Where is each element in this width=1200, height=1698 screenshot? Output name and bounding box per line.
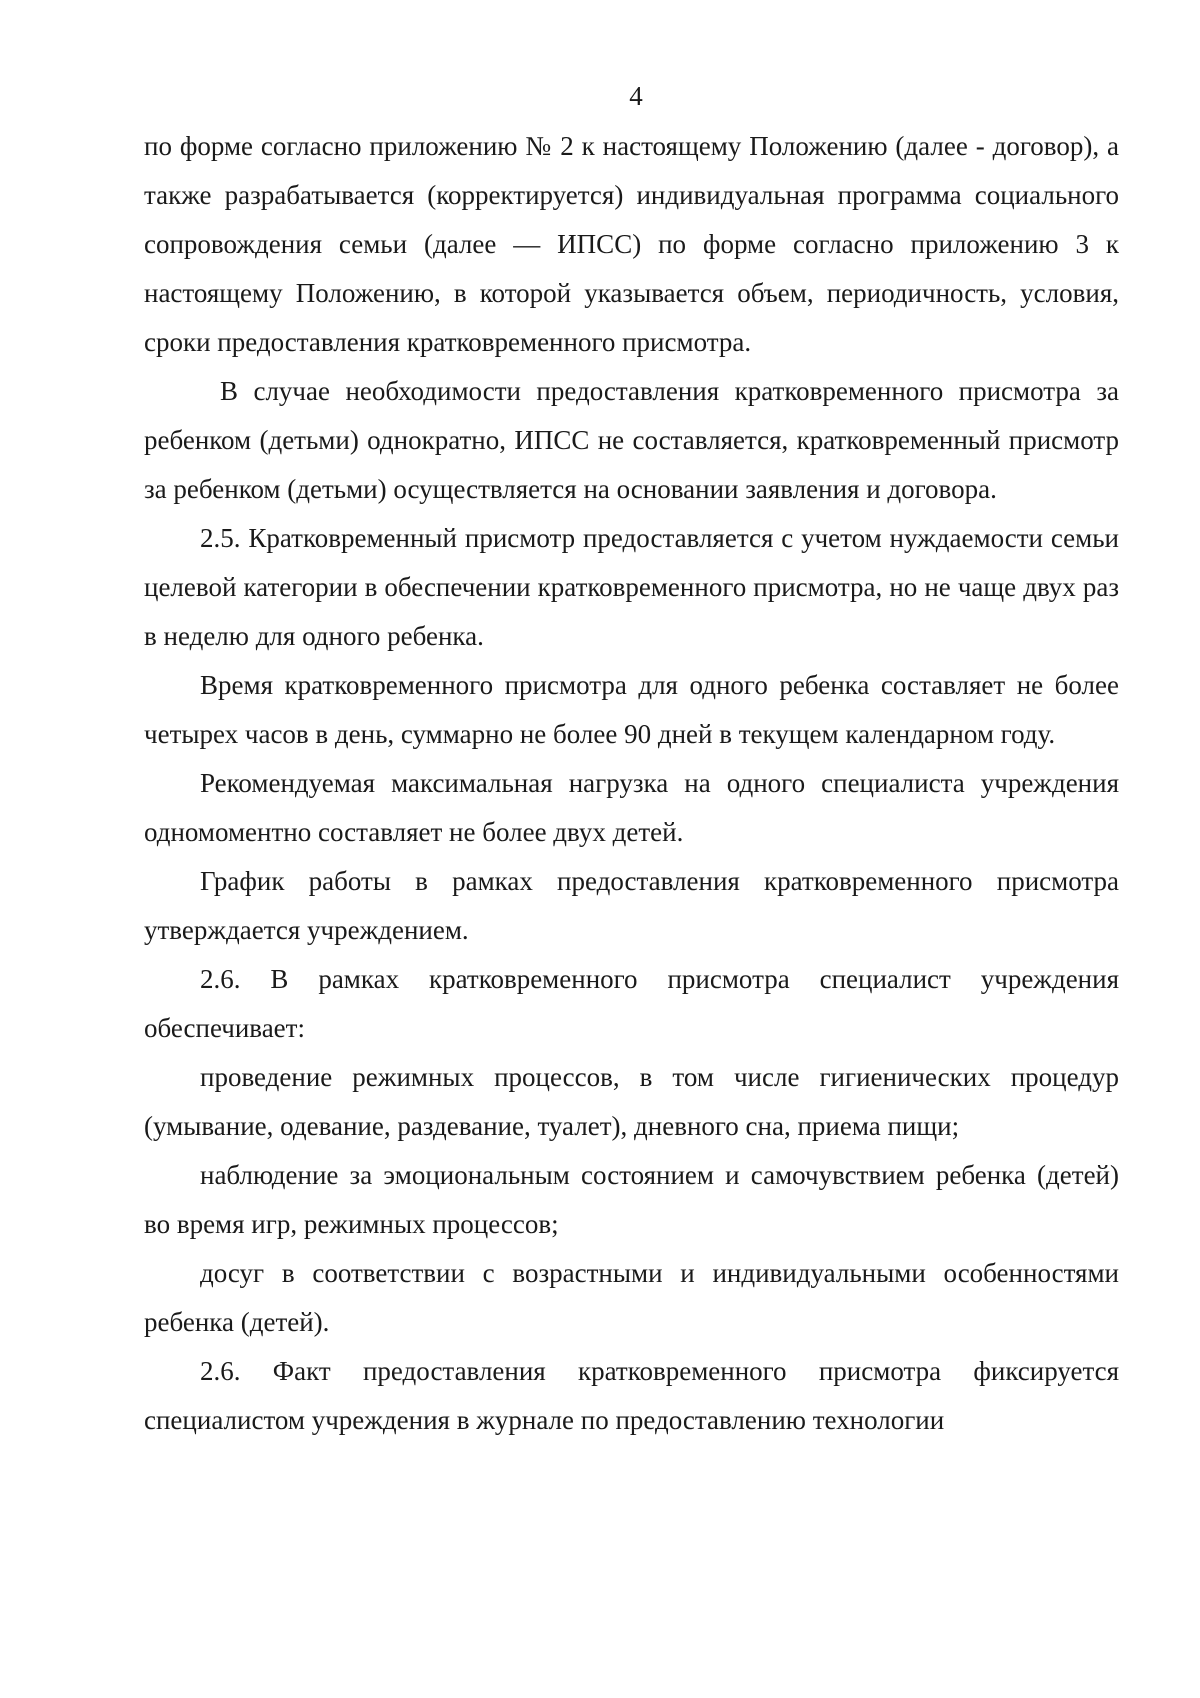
paragraph-work-schedule: График работы в рамках предоставления кратковременного присмотра утверждается учреждением.	[144, 866, 1119, 945]
paragraph-section-2-6-provides: 2.6. В рамках кратковременного присмотра специалист учреждения обеспечивает:	[144, 964, 1119, 1043]
paragraph-section-2-6-journal: 2.6. Факт предоставления кратковременного присмотра фиксируется специалистом учреждения в журнале по предоставлению технологии	[144, 1356, 1119, 1435]
paragraph-emotional-observation: наблюдение за эмоциональным состоянием и самочувствием ребенка (детей) во время игр, режимных процессов;	[144, 1160, 1119, 1239]
page-number: 4	[629, 81, 643, 111]
paragraph-leisure: досуг в соответствии с возрастными и индивидуальными особенностями ребенка (детей).	[144, 1258, 1119, 1337]
paragraph-contract-continuation: по форме согласно приложению № 2 к настоящему Положению (далее - договор), а также разрабатывается (корректируется) индивидуальная программа социального сопровождения семьи (далее — ИПСС) по форме согласно приложению 3 к настоящему Положению, в которой указывается объем, периодичность, условия, сроки предоставления кратковременного присмотра.	[144, 131, 1119, 357]
document-body	[144, 122, 1119, 1445]
paragraph-routine-processes: проведение режимных процессов, в том числе гигиенических процедур (умывание, одевание, раздевание, туалет), дневного сна, приема пищи;	[144, 1062, 1119, 1141]
paragraph-one-time-care: В случае необходимости предоставления кратковременного присмотра за ребенком (детьми) однократно, ИПСС не составляется, кратковременный присмотр за ребенком (детьми) осуществляется на основании заявления и договора.	[144, 376, 1119, 504]
paragraph-care-duration: Время кратковременного присмотра для одного ребенка составляет не более четырех часов в день, суммарно не более 90 дней в текущем календарном году.	[144, 670, 1119, 749]
paragraph-recommended-load: Рекомендуемая максимальная нагрузка на одного специалиста учреждения одномоментно составляет не более двух детей.	[144, 768, 1119, 847]
paragraph-section-2-5: 2.5. Кратковременный присмотр предоставляется с учетом нуждаемости семьи целевой категории в обеспечении кратковременного присмотра, но не чаще двух раз в неделю для одного ребенка.	[144, 523, 1119, 651]
